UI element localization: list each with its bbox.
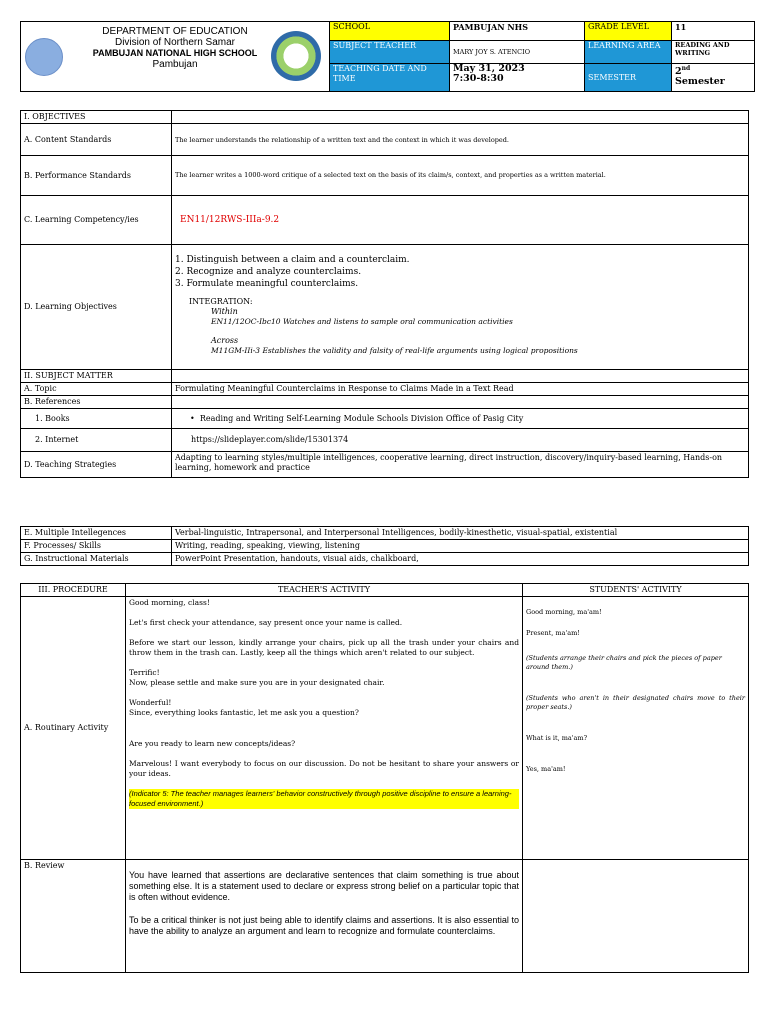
student-line: (Students who aren't in their designated chairs move to their proper seats.) — [526, 694, 745, 711]
across-label: Across — [211, 336, 239, 345]
teacher-line: Now, please settle and make sure you are in your designated chair. — [129, 678, 385, 687]
header-logo-cell — [21, 22, 330, 92]
deped-logo-icon — [25, 38, 63, 76]
semester-cell — [672, 64, 755, 92]
teacher-line: Good morning, class! — [129, 598, 210, 607]
school-label: SCHOOL — [330, 22, 450, 41]
indicator-note: (Indicator 5: The teacher manages learners' behavior constructively through positive discipline to ensure a learning-focused environment.) — [129, 789, 519, 809]
teacher-activity-cell — [126, 597, 523, 860]
topic-label: A. Topic — [21, 383, 172, 396]
teacher-value: MARY JOY S. ATENCIO — [450, 41, 585, 64]
department-name: DEPARTMENT OF EDUCATION — [102, 26, 248, 37]
objectives-table — [20, 110, 749, 478]
semester-sup: nd — [681, 65, 691, 72]
school-seal-icon — [271, 31, 321, 81]
area-label: LEARNING AREA — [585, 41, 672, 64]
semester-label: SEMESTER — [585, 64, 672, 92]
teacher-activity-header: TEACHER'S ACTIVITY — [126, 584, 523, 597]
references-blank — [172, 396, 749, 409]
topic-value: Formulating Meaningful Counterclaims in Response to Claims Made in a Text Read — [172, 383, 749, 396]
students-activity-cell — [523, 597, 749, 860]
review-paragraph: To be a critical thinker is not just being able to identify claims and assertions. It is also essential to have the ability to analyze an argument and learn to recognize and formulate counterclaims. — [129, 915, 519, 936]
teacher-line: Before we start our lesson, kindly arrange your chairs, pick up all the trash under your chairs and throw them in the trash can. Lastly, keep all the things which aren't related to our subject. — [129, 638, 519, 657]
teacher-line: Wonderful! — [129, 698, 172, 707]
student-line: What is it, ma'am? — [526, 734, 588, 742]
learning-objectives-label: D. Learning Objectives — [21, 245, 172, 370]
objectives-title-blank — [172, 111, 749, 124]
subject-matter-title: II. SUBJECT MATTER — [21, 370, 172, 383]
school-full-name: PAMBUJAN NATIONAL HIGH SCHOOL — [92, 48, 258, 58]
review-students-blank — [523, 860, 749, 973]
objectives-title: I. OBJECTIVES — [21, 111, 172, 124]
performance-standards-value: The learner writes a 1000-word critique of a selected text on the basis of its claim/s, context, and properties as a written material. — [172, 156, 749, 196]
teacher-line: Are you ready to learn new concepts/ideas? — [129, 739, 296, 748]
grade-value: 11 — [672, 22, 755, 41]
review-cell — [126, 860, 523, 973]
performance-standards-label: B. Performance Standards — [21, 156, 172, 196]
teacher-label: SUBJECT TEACHER — [330, 41, 450, 64]
integration-label: INTEGRATION: — [189, 297, 253, 306]
review-label: B. Review — [21, 860, 126, 973]
strategies-value: Adapting to learning styles/multiple intelligences, cooperative learning, direct instruction, discovery/inquiry-based learning, Hands-on learning, homework and practice — [172, 452, 749, 478]
area-value: READING AND WRITING — [672, 41, 755, 64]
student-line: (Students arrange their chairs and pick the pieces of paper around them.) — [526, 654, 722, 671]
within-label: Within — [211, 307, 238, 316]
teacher-line: Marvelous! I want everybody to focus on our discussion. Do not be hesitant to share your answers or your ideas. — [129, 759, 519, 778]
internet-label: 2. Internet — [21, 429, 172, 452]
objective-item: 2. Recognize and analyze counterclaims. — [175, 267, 362, 277]
bullet-icon: • — [190, 413, 200, 423]
intelligences-label: E. Multiple Intellegences — [21, 527, 172, 540]
books-value: Reading and Writing Self-Learning Module Schools Division Office of Pasig City — [199, 413, 524, 423]
objective-item: 3. Formulate meaningful counterclaims. — [175, 279, 359, 289]
intelligences-value: Verbal-linguistic, Intrapersonal, and Interpersonal Intelligences, bodily-kinesthetic, visual-spatial, existential — [172, 527, 749, 540]
references-label: B. References — [21, 396, 172, 409]
internet-value: https://slideplayer.com/slide/15301374 — [172, 429, 749, 452]
content-standards-value: The learner understands the relationship of a written text and the context in which it was developed. — [172, 124, 749, 156]
learning-competency-value: EN11/12RWS-IIIa-9.2 — [172, 196, 749, 245]
time-value: 7:30-8:30 — [453, 73, 504, 84]
skills-label: F. Processes/ Skills — [21, 540, 172, 553]
intelligences-table — [20, 526, 749, 566]
teacher-line: Let's first check your attendance, say present once your name is called. — [129, 618, 403, 627]
review-paragraph: You have learned that assertions are declarative sentences that claim something is true about something else. It is a statement used to declare or express strong belief on a particular topic that is often without evidence. — [129, 870, 519, 902]
date-label: TEACHING DATE AND TIME — [330, 64, 450, 92]
school-value: PAMBUJAN NHS — [450, 22, 585, 41]
books-label: 1. Books — [21, 409, 172, 429]
procedure-header: III. PROCEDURE — [21, 584, 126, 597]
materials-label: G. Instructional Materials — [21, 553, 172, 566]
student-line: Good morning, ma'am! — [526, 608, 602, 616]
date-cell — [450, 64, 585, 92]
town-name: Pambujan — [152, 59, 198, 70]
routinary-activity-label: A. Routinary Activity — [21, 597, 126, 860]
learning-competency-label: C. Learning Competency/ies — [21, 196, 172, 245]
date-value: May 31, 2023 — [453, 63, 525, 74]
within-text: EN11/12OC-Ibc10 Watches and listens to sample oral communication activities — [211, 317, 513, 326]
content-standards-label: A. Content Standards — [21, 124, 172, 156]
header-table — [20, 21, 755, 92]
semester-word: Semester — [675, 76, 725, 88]
students-activity-header: STUDENTS' ACTIVITY — [523, 584, 749, 597]
strategies-label: D. Teaching Strategies — [21, 452, 172, 478]
teacher-line: Since, everything looks fantastic, let me ask you a question? — [129, 708, 359, 717]
subject-matter-blank — [172, 370, 749, 383]
objective-item: 1. Distinguish between a claim and a counterclaim. — [175, 255, 410, 265]
procedure-table — [20, 583, 749, 973]
books-cell — [172, 409, 749, 429]
grade-label: GRADE LEVEL — [585, 22, 672, 41]
division-name: Division of Northern Samar — [114, 37, 236, 48]
skills-value: Writing, reading, speaking, viewing, listening — [172, 540, 749, 553]
semester-value: 2 — [675, 66, 682, 78]
materials-value: PowerPoint Presentation, handouts, visual aids, chalkboard, — [172, 553, 749, 566]
student-line: Yes, ma'am! — [526, 765, 566, 773]
learning-objectives-cell — [172, 245, 749, 370]
across-text: M11GM-IIi-3 Establishes the validity and falsity of real-life arguments using logical propositions — [211, 346, 578, 355]
student-line: Present, ma'am! — [526, 629, 580, 637]
teacher-line: Terrific! — [129, 668, 160, 677]
